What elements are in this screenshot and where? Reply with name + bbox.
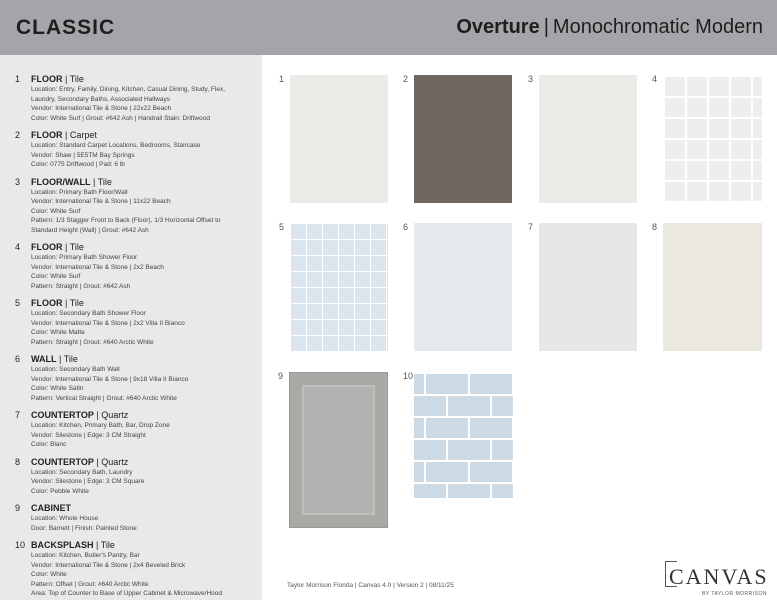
header-bar — [0, 0, 777, 55]
logo-wordmark: CANVAS — [669, 564, 769, 589]
spec-category: FLOOR/WALL — [31, 176, 91, 187]
spec-separator: | — [62, 74, 70, 84]
spec-category: COUNTERTOP — [31, 456, 94, 467]
title-separator: | — [543, 16, 549, 38]
spec-detail-line: Vendor: International Tile & Stone | 2x2 Beach — [31, 263, 164, 271]
spec-detail-line: Vendor: International Tile & Stone | 11x22 Beach — [31, 198, 171, 205]
spec-detail-line: Pattern: 1/3 Stagger Front to Back (Floor), 1/3 Horizontal Offset to — [31, 217, 221, 224]
swatch-number: 8 — [652, 222, 658, 232]
spec-category: CABINET — [31, 503, 71, 513]
swatch-number: 7 — [528, 222, 534, 232]
cabinet-door-panel — [302, 385, 375, 515]
swatch-tile — [279, 222, 388, 351]
spec-detail-line: Pattern: Offset | Grout: #640 Arctic White — [31, 580, 149, 588]
spec-separator: | — [62, 242, 70, 252]
spec-item — [0, 353, 262, 403]
spec-type: Carpet — [69, 130, 97, 140]
brick-row — [414, 438, 513, 460]
spec-detail-line: Location: Primary Bath Shower Floor — [31, 254, 138, 261]
swatch-tile — [528, 222, 637, 351]
spec-item — [0, 129, 262, 170]
spec-detail-line: Color: White Matte — [31, 329, 85, 336]
spec-separator: | — [56, 354, 64, 364]
spec-number: 9 — [15, 503, 21, 513]
spec-detail-line: Color: White Surf — [31, 273, 81, 280]
swatch-number: 1 — [279, 74, 285, 84]
spec-type: Quartz — [101, 410, 129, 420]
spec-separator: | — [93, 540, 101, 550]
spec-number: 10 — [15, 540, 26, 550]
spec-detail-line: Vendor: International Tile & Stone | 22x22 Beach — [31, 105, 172, 112]
spec-heading — [31, 353, 262, 365]
spec-item — [0, 502, 262, 533]
brand-title: CLASSIC — [16, 16, 116, 39]
spec-detail-line: Vendor: Shaw | 5E5TM Bay Springs — [31, 151, 135, 159]
spec-detail-line: Location: Primary Bath Floor/Wall — [31, 188, 128, 196]
spec-detail-line: Location: Whole House — [31, 515, 99, 522]
spec-heading — [31, 297, 262, 309]
spec-item — [0, 297, 262, 347]
swatch-tile — [403, 371, 513, 498]
spec-detail-line: Location: Secondary Bath Wall — [31, 366, 120, 373]
spec-type: Tile — [63, 354, 78, 364]
spec-detail-line: Door: Barnett | Finish: Painted Stone — [31, 524, 137, 532]
spec-detail-line: Laundry, Secondary Baths, Associated Hallways — [31, 95, 170, 103]
spec-heading — [31, 502, 262, 514]
spec-type: Tile — [100, 540, 115, 550]
spec-item — [0, 73, 262, 123]
brick-row — [414, 372, 513, 394]
spec-separator: | — [90, 176, 98, 187]
swatch-board — [262, 55, 777, 600]
spec-detail-line: Standard Height (Wall) | Grout: #642 Ash — [31, 226, 149, 234]
spec-item — [0, 176, 262, 236]
spec-detail-line: Vendor: Silestone | Edge: 3 CM Straight — [31, 431, 146, 439]
collection-subtitle: Monochromatic Modern — [552, 16, 763, 38]
swatch-image — [414, 223, 512, 351]
spec-detail-line: Area: Top of Counter to Base of Upper Cabinet & Microwave/Hood — [31, 590, 223, 597]
spec-detail-line: Pattern: Vertical Straight | Grout: #640 Arctic White — [31, 394, 177, 402]
spec-detail-line: Location: Secondary Bath Shower Floor — [31, 310, 146, 317]
swatch-image — [539, 223, 637, 351]
spec-detail-line: Vendor: International Tile & Stone | 9x18 Villa II Bianco — [31, 375, 189, 383]
spec-detail-line: Color: White Surf — [31, 207, 81, 215]
spec-detail-line: Pattern: Straight | Grout: #640 Arctic White — [31, 338, 154, 346]
swatch-number: 10 — [403, 371, 414, 381]
spec-heading — [31, 539, 262, 551]
spec-detail-line: Color: White Surf | Grout: #642 Ash | Handrail Stain: Driftwood — [31, 114, 210, 122]
spec-detail-line: Color: White — [31, 571, 67, 578]
swatch-number: 5 — [279, 222, 285, 232]
swatch-image — [663, 75, 762, 203]
spec-number: 5 — [15, 298, 21, 308]
spec-separator: | — [93, 456, 102, 467]
spec-number: 1 — [15, 74, 21, 84]
swatch-image — [663, 223, 762, 351]
spec-category: FLOOR — [31, 74, 63, 84]
swatch-tile — [403, 74, 512, 203]
spec-item — [0, 241, 262, 291]
spec-separator: | — [62, 298, 70, 308]
spec-category: FLOOR — [31, 130, 63, 140]
spec-detail-line: Pattern: Straight | Grout: #642 Ash — [31, 282, 131, 290]
spec-category: FLOOR — [31, 242, 63, 252]
spec-heading — [31, 241, 262, 253]
spec-detail-line: Vendor: International Tile & Stone | 2x4 Beveled Brick — [31, 561, 186, 569]
spec-detail-line: Color: 0775 Driftwood | Pad: 6 lb — [31, 161, 125, 168]
spec-heading — [31, 129, 262, 141]
spec-category: WALL — [31, 354, 57, 364]
spec-category: BACKSPLASH — [31, 540, 94, 550]
spec-number: 8 — [15, 456, 21, 467]
brick-row — [414, 482, 513, 498]
swatch-tile — [279, 74, 388, 203]
spec-detail-line: Location: Kitchen, Butler's Pantry, Bar — [31, 552, 140, 559]
spec-heading — [31, 176, 262, 188]
swatch-tile — [278, 371, 388, 528]
spec-heading — [31, 73, 262, 85]
spec-sidebar — [0, 55, 262, 600]
spec-detail-line: Location: Secondary Bath, Laundry — [31, 468, 133, 476]
spec-item — [0, 539, 262, 599]
document-footer: Taylor Morrison Florida | Canvas 4.0 | Version 2 | 08/11/25 — [287, 582, 454, 589]
swatch-image — [414, 372, 513, 498]
swatch-image — [290, 75, 388, 203]
spec-type: Tile — [69, 298, 84, 308]
spec-type: Tile — [97, 176, 112, 187]
spec-detail-line: Color: Blanc — [31, 441, 67, 448]
spec-number: 6 — [15, 354, 21, 364]
spec-detail-line: Vendor: International Tile & Stone | 2x2 Villa II Bianco — [31, 319, 185, 327]
swatch-number: 9 — [278, 371, 284, 381]
swatch-tile — [528, 74, 637, 203]
swatch-number: 6 — [403, 222, 409, 232]
swatch-number: 2 — [403, 74, 409, 84]
canvas-logo — [665, 557, 767, 599]
swatch-image — [414, 75, 512, 203]
spec-detail-line: Location: Kitchen, Primary Bath, Bar, Drop Zone — [31, 422, 170, 429]
spec-category: COUNTERTOP — [31, 410, 94, 420]
swatch-tile — [652, 74, 762, 203]
spec-type: Quartz — [101, 456, 129, 467]
spec-detail-line: Location: Entry, Family, Dining, Kitchen, Casual Dining, Study, Flex, — [31, 86, 226, 93]
spec-separator: | — [62, 130, 70, 140]
brick-row — [414, 460, 513, 482]
spec-item — [0, 456, 262, 497]
spec-number: 4 — [15, 242, 21, 252]
swatch-tile — [652, 222, 762, 351]
spec-detail-line: Color: Pebble White — [31, 487, 89, 495]
spec-detail-line: Vendor: Silestone | Edge: 3 CM Square — [31, 478, 145, 485]
spec-type: Tile — [69, 242, 84, 252]
spec-detail-line: Location: Standard Carpet Locations, Bedrooms, Staircase — [31, 142, 201, 149]
spec-item — [0, 409, 262, 450]
spec-number: 3 — [15, 176, 21, 187]
swatch-image — [289, 372, 388, 528]
logo-byline: BY TAYLOR MORRISON — [701, 591, 767, 597]
swatch-number: 3 — [528, 74, 534, 84]
spec-number: 7 — [15, 410, 21, 420]
swatch-tile — [403, 222, 512, 351]
spec-type: Tile — [69, 74, 84, 84]
collection-title — [456, 16, 763, 39]
swatch-number: 4 — [652, 74, 658, 84]
spec-separator: | — [93, 410, 102, 420]
spec-detail-line: Color: White Satin — [31, 385, 84, 392]
spec-heading — [31, 456, 262, 468]
spec-number: 2 — [15, 130, 21, 140]
brick-row — [414, 416, 513, 438]
swatch-image — [290, 223, 388, 351]
spec-category: FLOOR — [31, 298, 63, 308]
brick-row — [414, 394, 513, 416]
collection-name: Overture — [456, 16, 540, 38]
spec-heading — [31, 409, 262, 421]
swatch-image — [539, 75, 637, 203]
